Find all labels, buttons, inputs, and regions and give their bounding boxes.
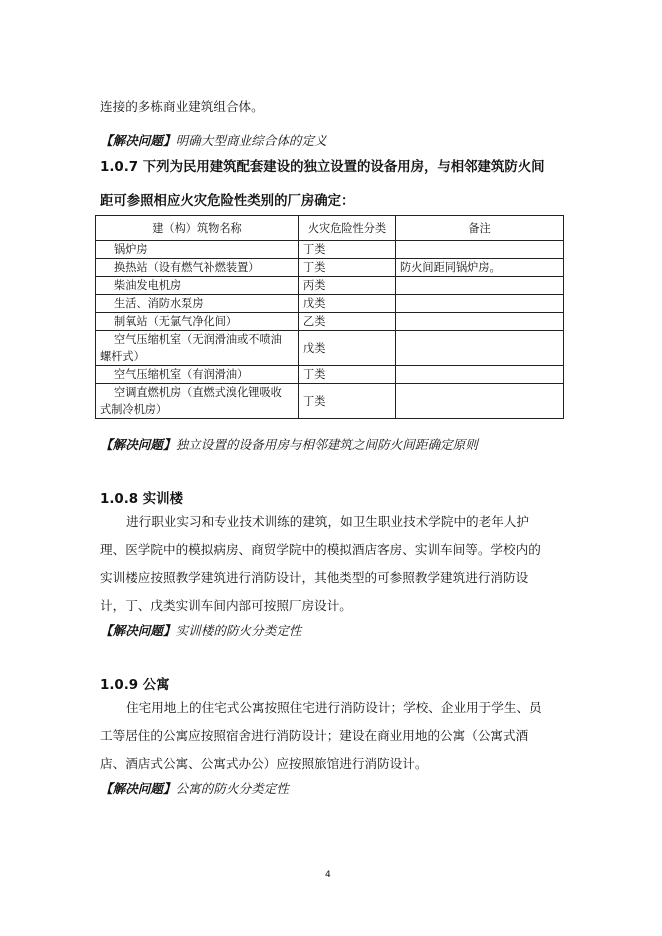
heading-1-0-7-line1: 1.0.7 下列为民用建筑配套建设的独立设置的设备用房，与相邻建筑防火间 xyxy=(100,160,545,175)
table-cell-name: 生活、消防水泵房 xyxy=(96,295,299,313)
table-cell-class: 丁类 xyxy=(299,384,396,419)
table-row xyxy=(96,366,564,384)
page-number: 4 xyxy=(325,870,331,880)
solve-label: 【解决问题】 xyxy=(100,623,176,638)
paragraph-1-0-8 xyxy=(100,508,562,620)
paragraph-line: 住宅用地上的住宅式公寓按照住宅进行消防设计；学校、企业用于学生、员 xyxy=(126,700,542,715)
table-cell-name xyxy=(96,331,299,366)
table-cell-name: 柴油发电机房 xyxy=(96,277,299,295)
table-cell-note xyxy=(396,241,564,259)
solve-text-2: 独立设置的设备用房与相邻建筑之间防火间距确定原则 xyxy=(175,437,478,452)
table-cell-name xyxy=(96,384,299,419)
solve-note-2 xyxy=(100,434,478,453)
table-row xyxy=(96,313,564,331)
table-cell-note xyxy=(396,277,564,295)
table-cell-class: 丁类 xyxy=(299,366,396,384)
table-cell-class: 丙类 xyxy=(299,277,396,295)
table-cell-class: 戊类 xyxy=(299,295,396,313)
table-cell-name: 锅炉房 xyxy=(96,241,299,259)
text-top: 连接的多栋商业建筑组合体。 xyxy=(100,99,264,114)
table-cell-name-line: 空调直燃机房（直燃式溴化锂吸收 xyxy=(114,386,282,399)
solve-note-4 xyxy=(100,778,289,797)
solve-text-3: 实训楼的防火分类定性 xyxy=(175,623,302,638)
solve-note-1 xyxy=(100,130,327,149)
table-cell-note xyxy=(396,295,564,313)
paragraph-line: 店、酒店式公寓、公寓式办公）应按照旅馆进行消防设计。 xyxy=(100,756,428,771)
table-cell-name-line: 螺杆式） xyxy=(100,350,145,363)
paragraph-1-0-9 xyxy=(100,694,562,778)
table-row xyxy=(96,384,564,419)
heading-1-0-9: 1.0.9 公寓 xyxy=(100,678,170,693)
table-header-note: 备注 xyxy=(396,216,564,241)
table-header-name: 建（构）筑物名称 xyxy=(96,216,299,241)
table-cell-class: 乙类 xyxy=(299,313,396,331)
paragraph-line: 进行职业实习和专业技术训练的建筑，如卫生职业技术学院中的老年人护 xyxy=(126,514,529,529)
solve-text-1: 明确大型商业综合体的定义 xyxy=(175,133,327,148)
table-cell-note: 防火间距同锅炉房。 xyxy=(396,259,564,277)
table-cell-note xyxy=(396,384,564,419)
paragraph-line: 理、医学院中的模拟病房、商贸学院中的模拟酒店客房、实训车间等。学校内的 xyxy=(100,542,541,557)
table-cell-note xyxy=(396,331,564,366)
heading-1-0-8: 1.0.8 实训楼 xyxy=(100,492,183,507)
table-cell-class: 戊类 xyxy=(299,331,396,366)
solve-note-3 xyxy=(100,620,302,639)
equipment-room-table xyxy=(95,215,564,419)
paragraph-line: 工等居住的公寓应按照宿舍进行消防设计；建设在商业用地的公寓（公寓式酒 xyxy=(100,728,529,743)
solve-label: 【解决问题】 xyxy=(100,781,176,796)
solve-label: 【解决问题】 xyxy=(100,437,176,452)
table-cell-name-line: 空气压缩机室（无润滑油或不喷油 xyxy=(114,333,282,346)
table-cell-name: 换热站（设有燃气补燃装置） xyxy=(96,259,299,277)
table-cell-name-line: 式制冷机房） xyxy=(100,403,168,416)
table-cell-class: 丁类 xyxy=(299,241,396,259)
table-cell-name: 空气压缩机室（有润滑油） xyxy=(96,366,299,384)
solve-text-4: 公寓的防火分类定性 xyxy=(175,781,289,796)
table-header-row xyxy=(96,216,564,241)
heading-1-0-7-line2: 距可参照相应火灾危险性类别的厂房确定： xyxy=(100,194,355,209)
table-row xyxy=(96,241,564,259)
table-cell-name: 制氧站（无氯气净化间） xyxy=(96,313,299,331)
table-cell-note xyxy=(396,366,564,384)
table-row xyxy=(96,259,564,277)
table-cell-note xyxy=(396,313,564,331)
table-cell-class: 丁类 xyxy=(299,259,396,277)
paragraph-line: 实训楼应按照教学建筑进行消防设计，其他类型的可参照教学建筑进行消防设 xyxy=(100,570,529,585)
table-header-class: 火灾危险性分类 xyxy=(299,216,396,241)
solve-label: 【解决问题】 xyxy=(100,133,176,148)
table-row xyxy=(96,331,564,366)
table-row xyxy=(96,295,564,313)
table-row xyxy=(96,277,564,295)
paragraph-line: 计，丁、戊类实训车间内部可按照厂房设计。 xyxy=(100,598,352,613)
